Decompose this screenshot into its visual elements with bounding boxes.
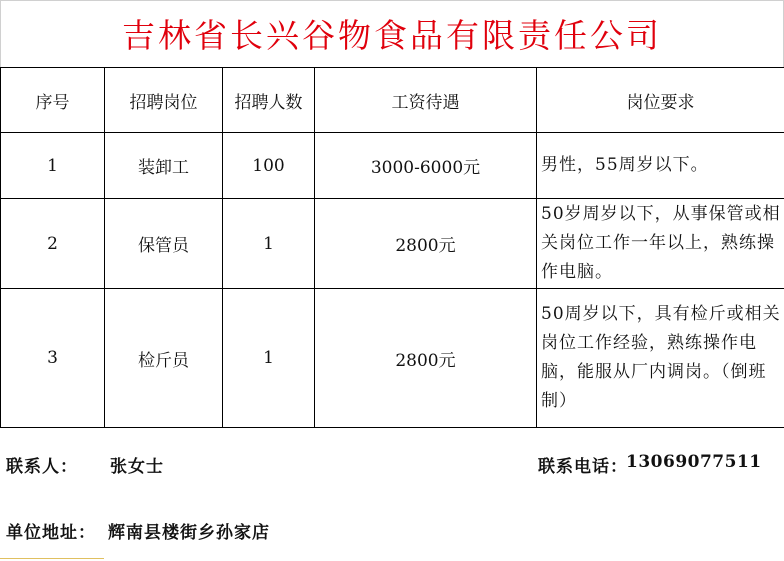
table-row: [1, 289, 784, 428]
row-number: 2: [1, 199, 105, 289]
row-position: 保管员: [105, 199, 223, 289]
row-count: 100: [223, 133, 315, 199]
recruitment-table: [0, 67, 784, 428]
contact-phone-label: 联系电话：: [538, 457, 628, 477]
table-row: [1, 133, 784, 199]
row-salary: 3000-6000元: [315, 133, 537, 199]
divider: [0, 558, 104, 559]
row-salary: 2800元: [315, 289, 537, 428]
row-requirements: 男性，55周岁以下。: [537, 133, 784, 199]
table-header-row: [1, 68, 784, 133]
row-count: 1: [223, 289, 315, 428]
table-row: [1, 199, 784, 289]
contact-phone: 13069077511: [626, 452, 762, 472]
header-salary: 工资待遇: [315, 68, 537, 133]
row-position: 检斤员: [105, 289, 223, 428]
header-number: 序号: [1, 68, 105, 133]
company-title: 吉林省长兴谷物食品有限责任公司: [122, 16, 662, 55]
row-count: 1: [223, 199, 315, 289]
header-position: 招聘岗位: [105, 68, 223, 133]
contact-person-label: 联系人：: [6, 457, 78, 477]
row-requirements: 50岁周岁以下，从事保管或相关岗位工作一年以上，熟练操作电脑。: [537, 199, 784, 289]
row-number: 3: [1, 289, 105, 428]
header-count: 招聘人数: [223, 68, 315, 133]
row-requirements: 50周岁以下，具有检斤或相关岗位工作经验，熟练操作电脑，能服从厂内调岗。（倒班制）: [537, 289, 784, 428]
address: 辉南县楼街乡孙家店: [108, 523, 270, 543]
contact-person: 张女士: [110, 457, 164, 477]
row-position: 装卸工: [105, 133, 223, 199]
address-label: 单位地址：: [6, 523, 96, 543]
row-salary: 2800元: [315, 199, 537, 289]
row-number: 1: [1, 133, 105, 199]
header-requirements: 岗位要求: [537, 68, 784, 133]
